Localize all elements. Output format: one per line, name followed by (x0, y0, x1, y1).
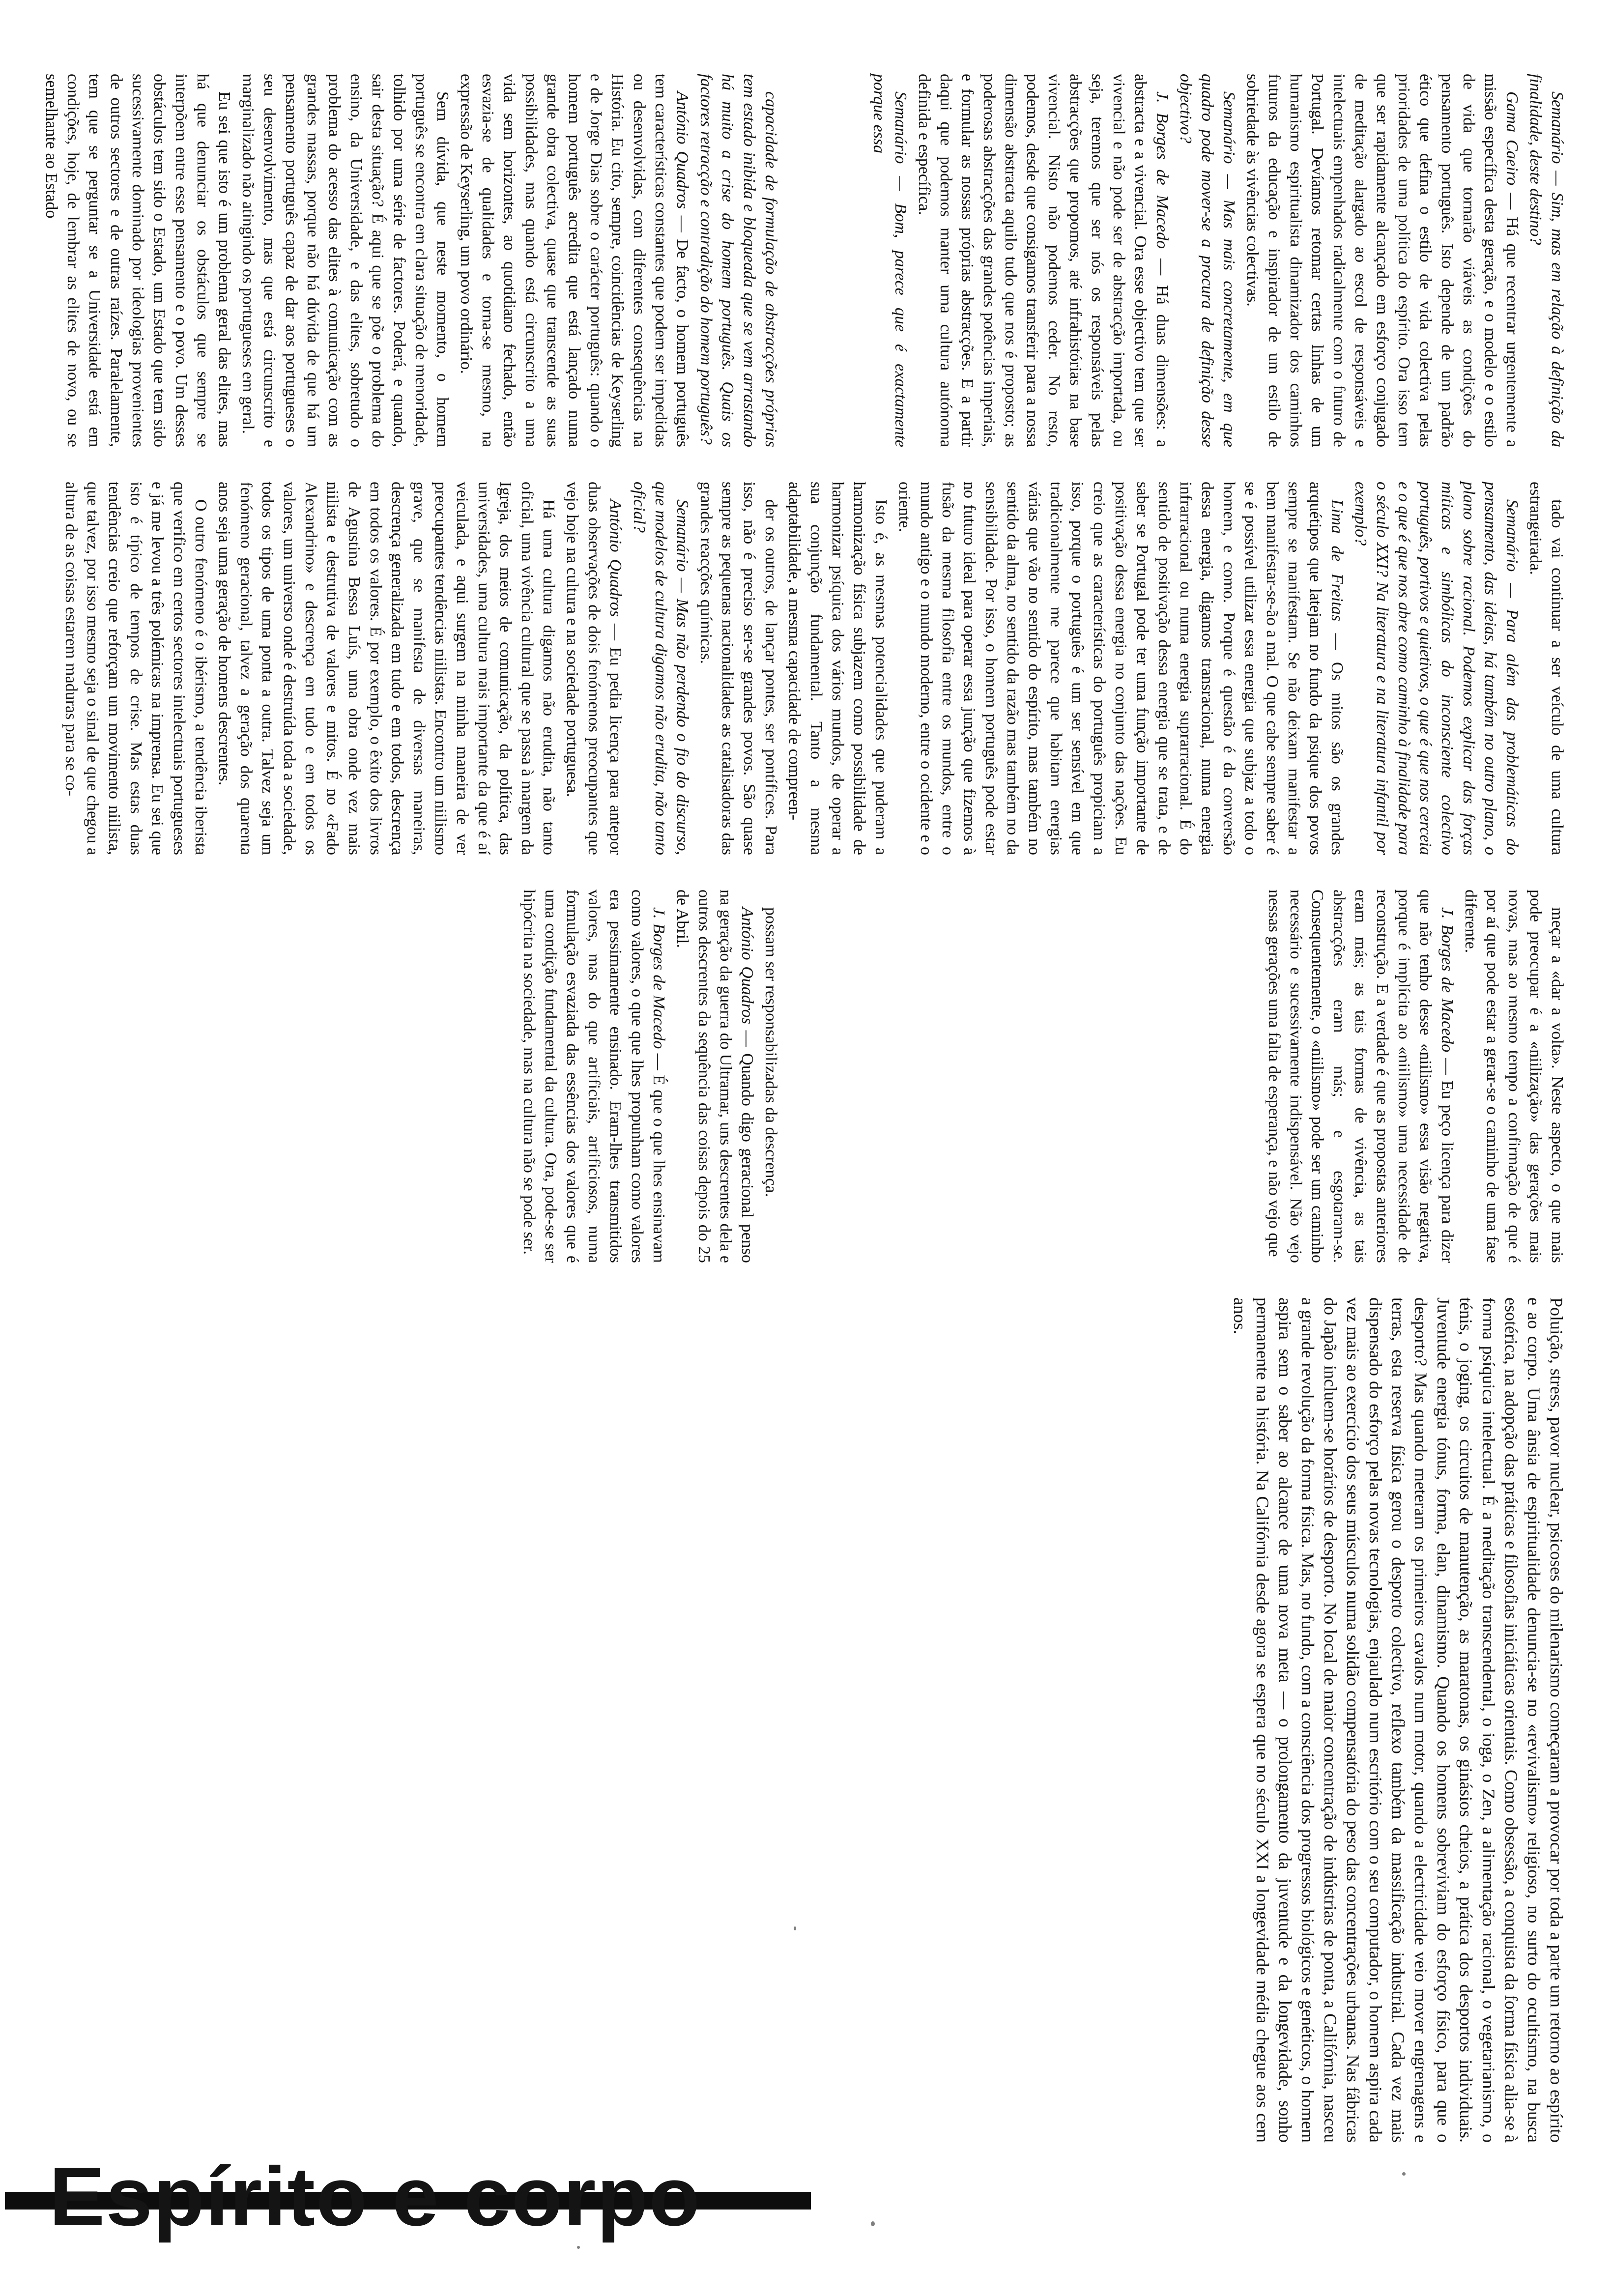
paragraph-text: — Os mitos são os grandes arquétipos que latejam no fundo da psique dos povos sempre se manifestam. Se não deixam manifestar a bem manifestar-se-ão a mal. O que cabe sempre saber é se é possível utilizar essa energia que subjaz a todo o homem, e como. Porque é questão é da conversão dessa energia, digamos transracional, numa energia infrarracional ou numa energia suprarracional. É do sentido de positivação dessa energia que se trata, e de saber se Portugal pode ter uma função importante de positivação dessa energia no conjunto das nações. Eu creio que as características do português propiciam a isso, porque o português é um ser sensível em que tradicionalmente me parece que habitam energias várias que vão no sentido do espírito, mas também no sentido da alma, no sentido da razão mas também no da sensibilidade. Por isso, o homem português pode estar no futuro ideal para operar essa junção que fizemos à fusão da mesma filosofia entre os mundos, entre o mundo antigo e o mundo moderno, entre o ocidente e o oriente. (895, 482, 1346, 855)
interview-paragraph (695, 482, 781, 855)
speaker-name: J. Borges de Macedo (1438, 907, 1456, 1058)
interview-column-1 (801, 74, 1568, 447)
interview-paragraph (893, 482, 1348, 855)
interview-paragraph (1460, 890, 1568, 1263)
interview-question: Semanário — Mas mais concretamente, em que quadro pode mover-se a procura de definição desse objectivo? (1177, 74, 1238, 447)
interview-paragraph (60, 482, 211, 855)
paragraph-text: Sem dúvida, que neste momento, o homem português se encontra em clara situação de menoridade, tolhido por uma série de factores. Poderá, e quando, sair desta situação? É aqui que se põe o problema do ensino, da Universidade, e das elites, sobretudo o problema do acesso das elites à comunicação com as grandes massas, porque não há dúvida de que há um pensamento português capaz de dar aos portugueses o seu desenvolvimento, mas que está circunscrito e marginalizado não atingindo os portugueses em geral. (239, 74, 452, 447)
speaker-name: J. Borges de Macedo (1153, 91, 1171, 259)
interview-question: Semanário — Bom, parece que é exactamente porque essa (870, 74, 910, 447)
speaker-name: António Quadros (673, 91, 691, 216)
interview-column-5 (801, 890, 1568, 1263)
speaker-name: Lima de Freitas (1328, 499, 1346, 633)
interview-paragraph (561, 482, 626, 855)
interview-column-4 (15, 482, 781, 855)
speaker-name: António Quadros (606, 499, 625, 624)
paragraph-text: — É que o que lhes ensinavam como valores, o que que lhes propunham como valores era pessimamente ensinado. Eram-lhes transmitidos valores, mas do que artificiais, artificiosos, numa formulação esvaziada das essências dos valores que é uma condição fundamental da cultura. Ora, pode-se ser hipócrita na sociedade, mas na cultura não se pode ser. (520, 890, 668, 1263)
scan-speck (871, 2221, 875, 2226)
paragraph-text: possam ser responsabilizadas da descrença. (762, 907, 780, 1198)
paragraph-text: — Há duas dimensões: a abstracta e a vivencial. Ora esse objectivo tem que ser vivencial e não pode ser de abstracção importada, ou seja, teremos que ser nós os responsáveis pelas abstracções que propomos, até infrahistórias na base vivencial. Nisto não podemos ceder. No resto, podemos, desde que consigamos transferir para a nossa dimensão abstracta aquilo tudo que nos é proposto; as poderosas abstracções das grandes potências imperiais, e formular as nossas próprias abstracções. E a partir daqui que podemos manter uma cultura autónoma definida e específica. (915, 74, 1171, 448)
paragraph-text: meçar a «dar a volta». Neste aspecto, o que mais pode preocupar é a «niilização» das gerações mais novas, mas ao mesmo tempo a confirmação de que é por aí que pode estar a gerar-se o caminho de uma fase diferente. (1462, 890, 1566, 1263)
speaker-name: António Quadros (738, 907, 756, 1031)
interview-paragraph (455, 74, 693, 447)
paragraph-text: tado vai continuar a ser veículo de uma cultura estrangeirada. (1526, 482, 1566, 855)
interview-question: Semanário — Mas não perdendo o fio do discurso, que modelos de cultura digamos não erudita, não tanto oficial? (630, 482, 691, 855)
speaker-name: J. Borges de Macedo (650, 907, 668, 1054)
paragraph-text: — Há que recentrar urgentemente a missão específica desta geração, e o modelo e o estilo de vida que tornarão viáveis as condições do pensamento português. Isto depende de um padrão ético que defina o estilo de vida colectiva pelas prioridades de uma política do espírito. Ora isso tem que ser rapidamente alcançado em esforço conjugado de meditação alargado ao escol de responsáveis e intelectuais empenhados radicalmente com o futuro de Portugal. Devíamos retomar certas linhas de um humanismo espiritualista dinamizador dos caminhos futuros da educação e inspirador de um estilo de sobriedade às vivências colectivas. (1243, 74, 1521, 447)
interview-question: Semanário — Para além das problemáticas do pensamento, das ideias, há também no outro plano, o plano sobre racional. Podemos explicar das forças míticas e simbólicas do inconsciente colectivo português, portivos e quietivos, o que é que nos cerceia e o que é que nos abre como caminho à finalidade para o século XXI? Na literatura e na literatura infantil por exemplo? (1352, 482, 1521, 855)
paragraph-text: O outro fenómeno é o ibérismo, a tendência iberista que verifico em certos sectores intelectuais portugueses e já me levou a três polémicas na imprensa. Eu sei que isto é típico de tempos de crise. Mas estas duas tendências creio que reforçam um movimento niilista, que talvez, por isso mesmo seja o sinal de que chegou a altura de as coisas estarem maduras para se co- (62, 482, 210, 855)
interview-column-3 (785, 482, 1568, 855)
paragraph-text: Eu sei que isto é um problema geral das elites, mas há que denunciar os obstáculos que sempre se interpõem entre esse pensamento e o povo. Um desses obstáculos tem sido o Estado, um Estado que tem sido sucessivamente dominado por ideologias provenientes de outros sectores e de outras raízes. Paralelamente, tem que se perguntar se a Universidade está em condições, hoje, de lembrar as elites de novo, ou se semelhante ao Estado (42, 74, 233, 447)
article-headline: Espírito e corpo (49, 2150, 701, 2243)
interview-paragraph (1263, 890, 1458, 1263)
interview-paragraph (518, 890, 669, 1263)
scan-speck (577, 2246, 580, 2249)
paragraph-text: — Eu pedia licença para antepor duas observações de dois fenómenos preocupantes que vejo hoje na cultura e na sociedade portuguesa. (563, 482, 625, 855)
interview-question: capacidade de formulação de abstracções próprias tem estado inibida e bloqueada que se vem arrastando há muito a crise do homem português. Quais os factores retracção e contradição do homem português? (697, 74, 780, 447)
interview-paragraph (913, 74, 1173, 447)
interview-column-6 (15, 890, 781, 1263)
interview-paragraph (237, 74, 453, 447)
paragraph-text: — Quando digo geracional penso na geração da guerra do Ultramar, uns descrentes dela e outros descrentes da sequência das coisas depois do 25 de Abril. (673, 890, 756, 1263)
scan-speck (1402, 2172, 1406, 2176)
interview-paragraph (671, 890, 758, 1263)
interview-paragraph (1525, 482, 1568, 855)
paragraph-text: Isto é, as mesmas potencialidades que puderam a harmonização física subjazem como possibilidade de harmonizar psíquica dos vários mundos, de operar a sua conjunção fundamental. Tanto a mesma adaptabilidade, a mesma capacidade de compreen- (785, 482, 890, 855)
interview-question: Semanário — Sim, mas em relação à definição da finalidade, deste destino? (1526, 74, 1566, 447)
interview-column-2 (15, 74, 781, 447)
paragraph-text: — De facto, o homem português tem características constantes que podem ser impedidas ou desenvolvidas, com diferentes consequências na História. Eu cito, sempre, coincidências de Keyserling e de Jorge Dias sobre o carácter português: quando o homem português acredita que está lançado numa grande obra colectiva, quase que transcende as suas possibilidades, mas quando está circunscrito a uma vida sem horizontes, ao quotidiano fechado, então esvazia-se de qualidades e torna-se mesmo, na expressão de Keyserling, um povo ordinário. (457, 74, 691, 448)
paragraph-text: — Eu peço licença para dizer que não tenho desse «niilismo» essa visão negativa, porque é implícita ao «niilismo» uma necessidade de reconstrução. E a verdade é que as propostas anteriores eram más; as tais formas de vivência, as tais abstracções eram más; e esgotaram-se. Consequentemente, o «niilismo» pode ser um caminho necessário e sucessivamente indispensável. Não vejo nessas gerações uma falta de esperança, e não vejo que (1265, 890, 1456, 1263)
speaker-name: Gama Caeiro (1503, 91, 1521, 193)
scan-speck (794, 1926, 796, 1930)
interview-paragraph (783, 482, 892, 855)
article-lead: Poluição, stress, pavor nuclear, psicoses do milenarismo começaram a provocar por toda a parte um retorno ao espírito e ao corpo. Uma ânsia de espiritualidade denuncia-se no «revivalismo» religioso, no surto do ocultismo, na busca esotérica, na adopção das práticas e filosofias iniciáticas orientais. Como obsessão, a conquista da forma física alia-se à forma psíquica intelectual. É a meditação transcendental, o ioga, o Zen, a alimentação racional, o vegetarianismo, o ténis, o joging, os circuitos de manutenção, as maratonas, os ginásios cheios, a prática dos desportos individuais. Juventude energia tónus, forma, elan, dinamismo. Quando os homens sobreviviam do esforço físico, para que o desporto? Mas quando meteram os primeiros cavalos num motor, quando a electricidade veio mover engrenagens e terras, esta reserva física gerou o desporto colectivo, reflexo também da massificação industrial. Cada vez mais dispensado do esforço pelas novas tecnologias, enjaulado num escritório com o seu computador, o homem aspira cada vez mais ao exercício dos seus músculos numa solidão compensatória do peso das concentrações urbanas. Nas fábricas do Japão incluem-se horários de desporto. No local de maior concentração de indústrias de ponta, a Califórnia, nasceu a grande revolução da forma física. Mas, no fundo, com a consciência dos progressos biológicos e genéticos, o homem aspira sem o saber ao alcance de uma nova meta — o prolongamento da juventude e da longevidade, sonho permanente na história. Na Califórnia desde agora se espera que no século XXI a longevidade média chegue aos cem anos. (1230, 1297, 1566, 2143)
interview-paragraph (760, 890, 781, 1263)
interview-paragraph (40, 74, 235, 447)
paragraph-text: Há uma cultura digamos não erudita, não tanto oficial, uma vivência cultural que se passa à margem da Igreja, dos meios de comunicação, da política, das universidades, uma cultura mais importante da que é aí veiculada, e aqui surgem na minha maneira de ver preocupantes tendências niilistas. Encontro um niilismo grave, que se manifesta de diversas maneiras, descrença generalizada em tudo e em todos, descrença em todos os valores. É por exemplo, o êxito dos livros de Agustina Bessa Luís, uma obra onde vez mais niilista e destrutiva de valores e mitos. É no «Fado Alexandrino» e descrença em tudo e em todos os valores, um universo onde é destruída toda a sociedade, todos os tipos de uma ponta a outra. Talvez seja um fenómeno geracional, talvez a geração dos quarenta anos seja uma geração de homens descrentes. (215, 482, 558, 855)
interview-paragraph (1241, 74, 1523, 447)
interview-paragraph (213, 482, 559, 855)
paragraph-text: der os outros, de lançar pontes, ser pontífices. Para isso, não é preciso ser-se grandes povos. São quase sempre as pequenas nacionalidades as catalisadoras das grandes reacções químicas. (697, 482, 780, 855)
